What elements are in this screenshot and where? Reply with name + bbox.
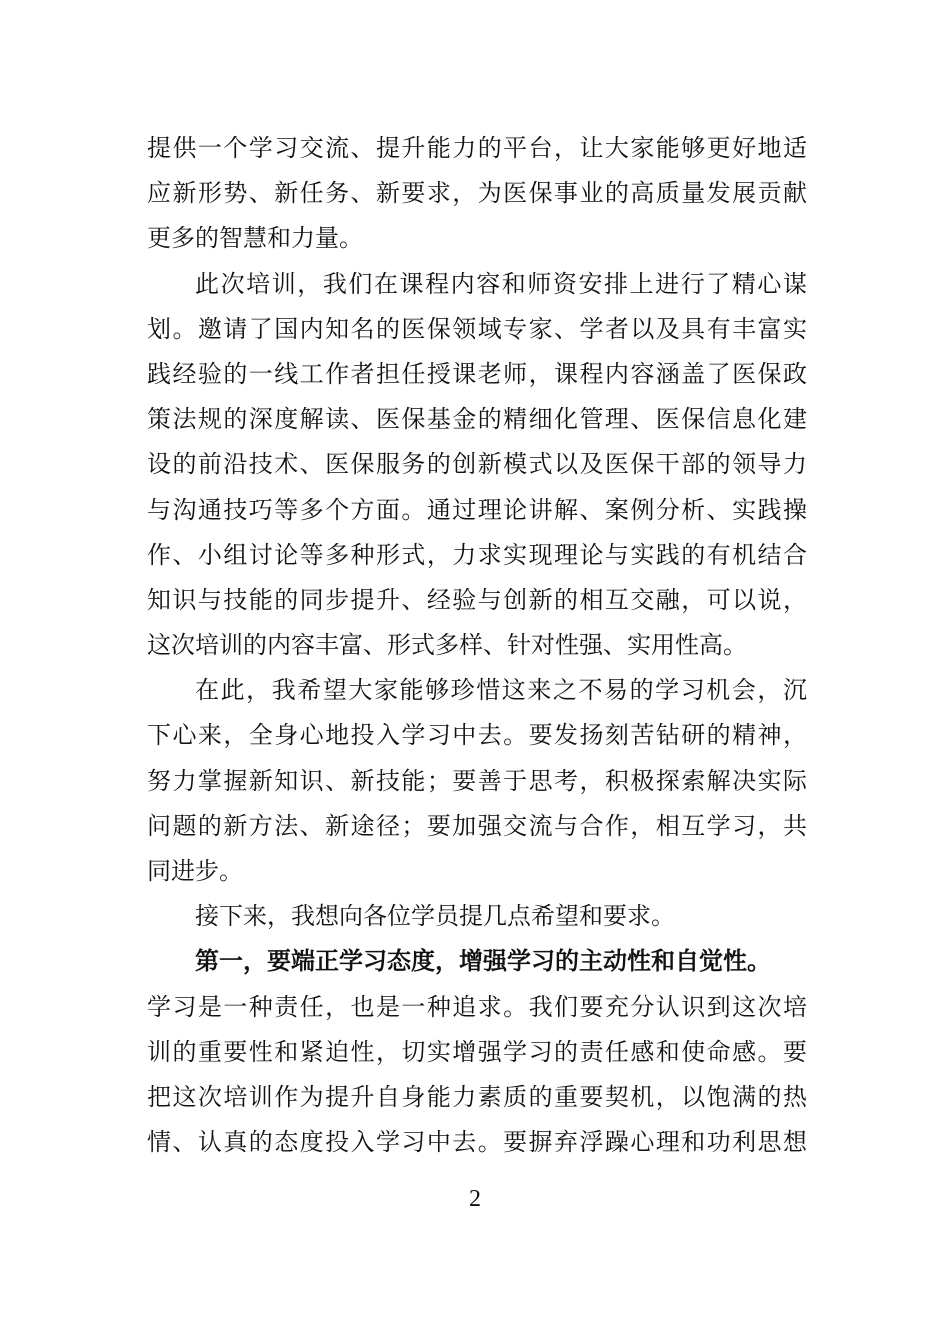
text-line: 这次培训的内容丰富、形式多样、针对性强、实用性高。 bbox=[147, 631, 747, 660]
text-line: 把这次培训作为提升自身能力素质的重要契机，以饱满的热 bbox=[147, 1082, 807, 1111]
text-line: 与沟通技巧等多个方面。通过理论讲解、案例分析、实践操 bbox=[147, 495, 807, 524]
paragraph-5 bbox=[147, 939, 807, 1165]
text-line: 更多的智慧和力量。 bbox=[147, 224, 363, 253]
text-line: 提供一个学习交流、提升能力的平台，让大家能够更好地适 bbox=[147, 134, 807, 162]
text-line: 此次培训，我们在课程内容和师资安排上进行了精心谋 bbox=[195, 269, 807, 298]
paragraph-3 bbox=[147, 668, 807, 894]
text-line: 同进步。 bbox=[147, 857, 243, 885]
text-line: 应新形势、新任务、新要求，为医保事业的高质量发展贡献 bbox=[147, 179, 807, 208]
page-number: 2 bbox=[469, 1186, 481, 1212]
text-line: 知识与技能的同步提升、经验与创新的相互交融，可以说， bbox=[147, 585, 807, 614]
text-line: 作、小组讨论等多种形式，力求实现理论与实践的有机结合 bbox=[147, 540, 807, 569]
text-line: 问题的新方法、新途径；要加强交流与合作，相互学习，共 bbox=[147, 811, 807, 840]
text-line: 情、认真的态度投入学习中去。要摒弃浮躁心理和功利思想 bbox=[147, 1128, 807, 1157]
paragraph-4 bbox=[147, 894, 807, 939]
text-line: 划。邀请了国内知名的医保领域专家、学者以及具有丰富实 bbox=[147, 314, 807, 343]
text-line: 努力掌握新知识、新技能；要善于思考，积极探索解决实际 bbox=[147, 766, 807, 795]
text-line: 策法规的深度解读、医保基金的精细化管理、医保信息化建 bbox=[147, 405, 807, 434]
text-line: 设的前沿技术、医保服务的创新模式以及医保干部的领导力 bbox=[147, 450, 807, 479]
text-line: 践经验的一线工作者担任授课老师，课程内容涵盖了医保政 bbox=[147, 359, 807, 388]
paragraph-2 bbox=[147, 262, 807, 669]
text-line: 学习是一种责任，也是一种追求。我们要充分认识到这次培 bbox=[147, 992, 807, 1021]
text-line: 下心来，全身心地投入学习中去。要发扬刻苦钻研的精神， bbox=[147, 721, 807, 750]
section-heading: 第一，要端正学习态度，增强学习的主动性和自觉性。 bbox=[195, 947, 771, 976]
document-body bbox=[147, 126, 807, 1165]
text-line: 在此，我希望大家能够珍惜这来之不易的学习机会，沉 bbox=[195, 676, 807, 705]
text-line: 接下来，我想向各位学员提几点希望和要求。 bbox=[195, 902, 675, 931]
paragraph-1 bbox=[147, 126, 807, 262]
text-line: 训的重要性和紧迫性，切实增强学习的责任感和使命感。要 bbox=[147, 1037, 807, 1066]
